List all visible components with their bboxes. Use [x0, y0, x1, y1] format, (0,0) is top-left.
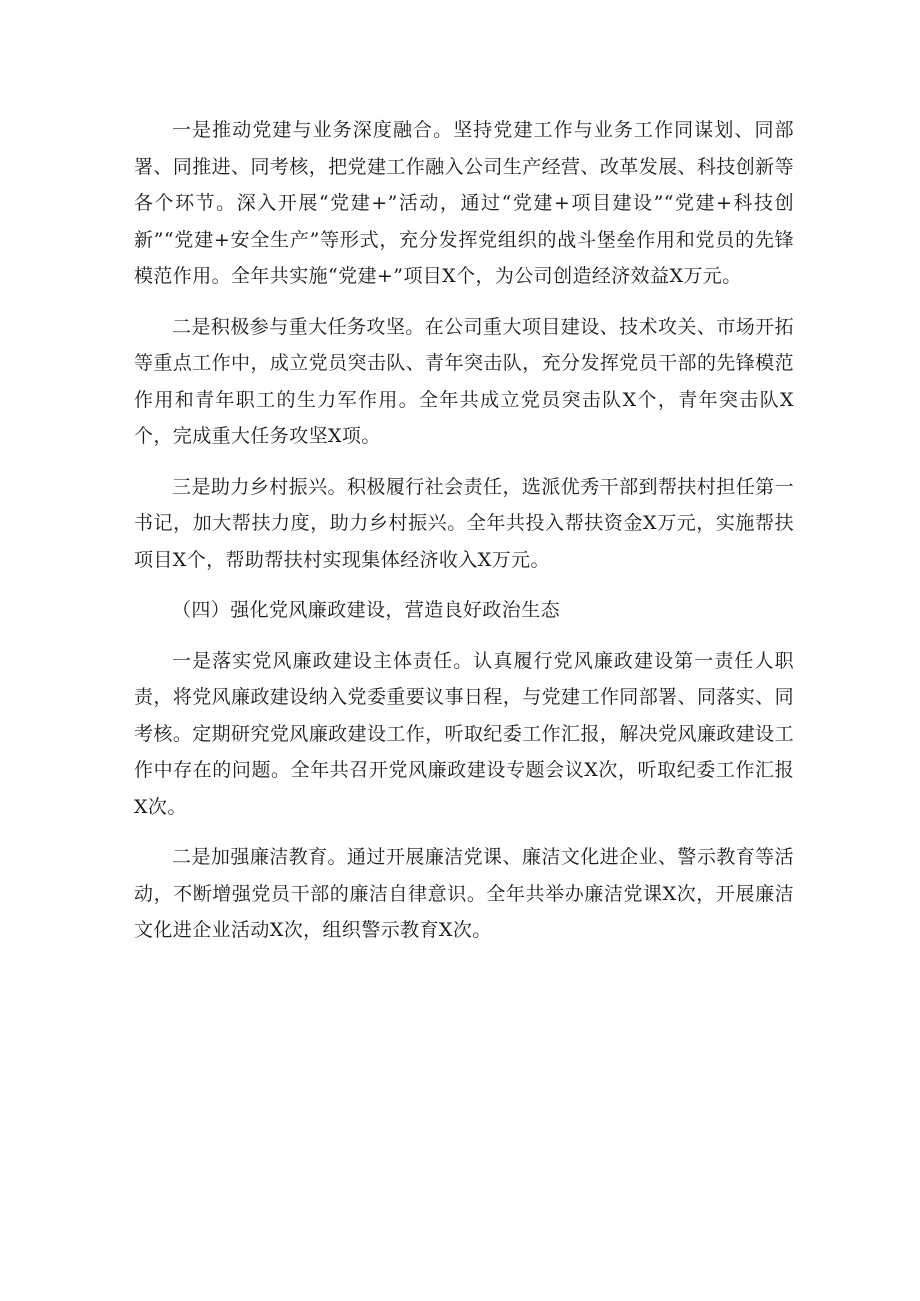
- paragraph-integrity-responsibility: 一是落实党风廉政建设主体责任。认真履行党风廉政建设第一责任人职责，将党风廉政建设纳入党委重要议事日程，与党建工作同部署、同落实、同考核。定期研究党风廉政建设工作，听取纪委工作汇报，解决党风廉政建设工作中存在的问题。全年共召开党风廉政建设专题会议X次，听取纪委工作汇报X次。: [134, 649, 794, 818]
- paragraph-party-business-integration: 一是推动党建与业务深度融合。坚持党建工作与业务工作同谋划、同部署、同推进、同考核，把党建工作融入公司生产经营、改革发展、科技创新等各个环节。深入开展“党建+”活动，通过“党建+项目建设”“党建+科技创新”“党建+安全生产”等形式，充分发挥党组织的战斗堡垒作用和党员的先锋模范作用。全年共实施“党建+”项目X个，为公司创造经济效益X万元。: [134, 119, 794, 287]
- paragraph-rural-revitalization: 三是助力乡村振兴。积极履行社会责任，选派优秀干部到帮扶村担任第一书记，加大帮扶力度，助力乡村振兴。全年共投入帮扶资金X万元，实施帮扶项目X个，帮助帮扶村实现集体经济收入X万元。: [134, 475, 794, 571]
- paragraph-integrity-education: 二是加强廉洁教育。通过开展廉洁党课、廉洁文化进企业、警示教育等活动，不断增强党员干部的廉洁自律意识。全年共举办廉洁党课X次，开展廉洁文化进企业活动X次，组织警示教育X次。: [134, 846, 794, 941]
- paragraph-major-task-tackling: 二是积极参与重大任务攻坚。在公司重大项目建设、技术攻关、市场开拓等重点工作中，成立党员突击队、青年突击队，充分发挥党员干部的先锋模范作用和青年职工的生力军作用。全年共成立党员突击队X个，青年突击队X个，完成重大任务攻坚X项。: [134, 315, 794, 447]
- section-heading: （四）强化党风廉政建设，营造良好政治生态: [172, 599, 561, 621]
- document-page: [134, 112, 794, 963]
